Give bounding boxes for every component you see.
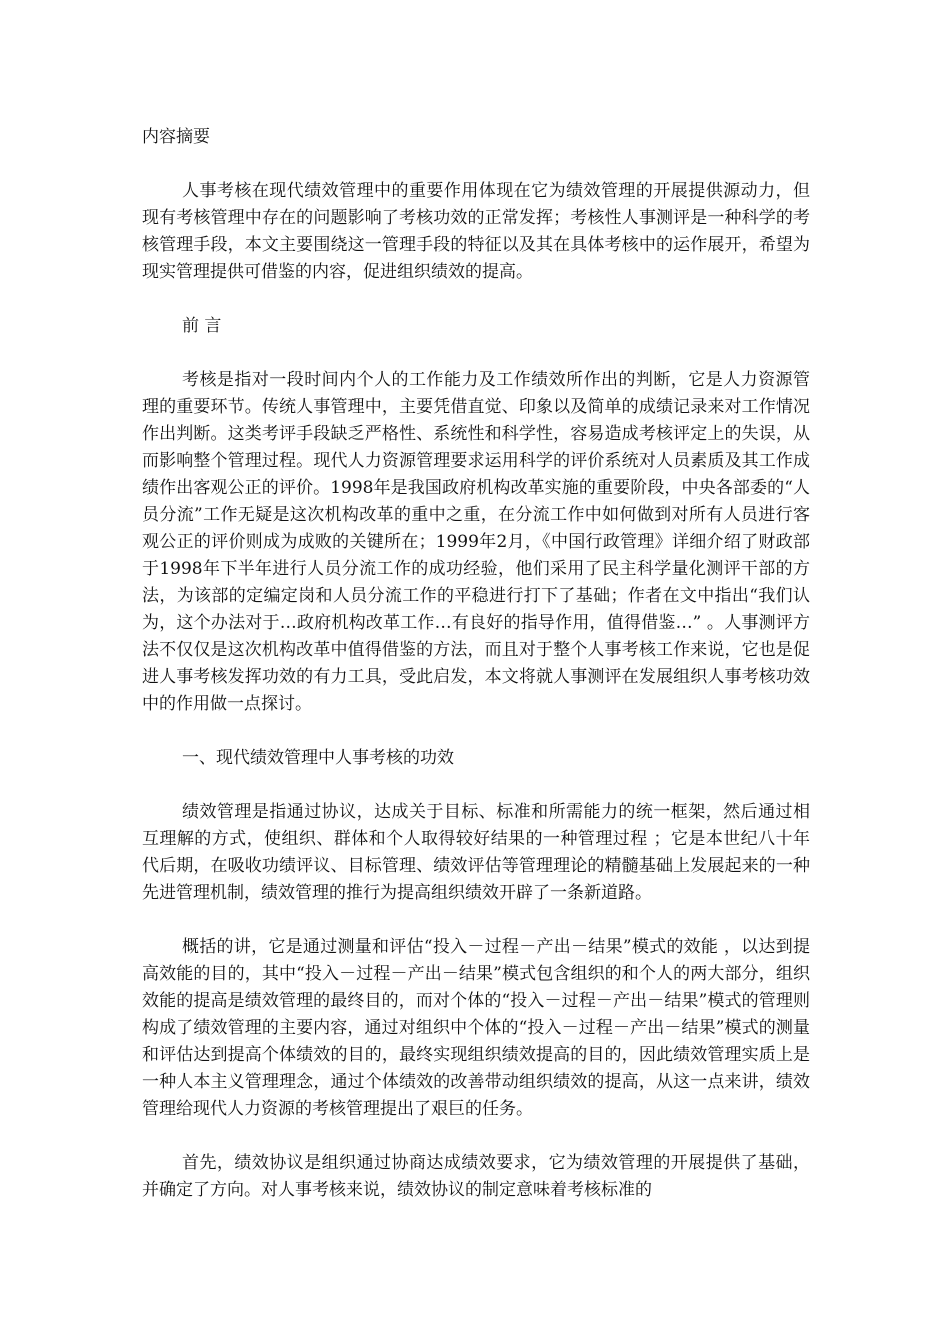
- section-1-paragraph-2: 概括的讲，它是通过测量和评估“投入－过程－产出－结果”模式的效能 ，以达到提高效能的目的，其中“投入－过程－产出－结果”模式包含组织的和个人的两大部分，组织效能的提高是绩效管理的最终目的，而对个体的“投入－过程－产出－结果”模式的管理则构成了绩效管理的主要内容，通过对组织中个体的“投入－过程－产出－结果”模式的测量和评估达到提高个体绩效的目的，最终实现组织绩效提高的目的，因此绩效管理实质上是一种人本主义管理理念，通过个体绩效的改善带动组织绩效的提高，从这一点来讲，绩效管理给现代人力资源的考核管理提出了艰巨的任务。: [142, 937, 810, 1119]
- section-1-paragraph-3: 首先，绩效协议是组织通过协商达成绩效要求，它为绩效管理的开展提供了基础，并确定了方向。对人事考核来说，绩效协议的制定意味着考核标准的: [142, 1153, 810, 1200]
- document-page: [142, 124, 810, 1204]
- abstract-paragraph: 人事考核在现代绩效管理中的重要作用体现在它为绩效管理的开展提供源动力，但现有考核管理中存在的问题影响了考核功效的正常发挥；考核性人事测评是一种科学的考核管理手段，本文主要围绕这一管理手段的特征以及其在具体考核中的运作展开，希望为现实管理提供可借鉴的内容，促进组织绩效的提高。: [142, 181, 810, 282]
- abstract-heading: 内容摘要: [142, 127, 210, 147]
- section-1-heading: 一、现代绩效管理中人事考核的功效: [182, 748, 454, 768]
- section-1-paragraph-1: 绩效管理是指通过协议，达成关于目标、标准和所需能力的统一框架，然后通过相互理解的方式，使组织、群体和个人取得较好结果的一种管理过程 ；它是本世纪八十年代后期，在吸收功绩评议、目标管理、绩效评估等管理理论的精髓基础上发展起来的一种先进管理机制，绩效管理的推行为提高组织绩效开辟了一条新道路。: [142, 802, 810, 903]
- preface-heading: 前 言: [182, 316, 222, 336]
- preface-paragraph: 考核是指对一段时间内个人的工作能力及工作绩效所作出的判断，它是人力资源管理的重要环节。传统人事管理中，主要凭借直觉、印象以及简单的成绩记录来对工作情况作出判断。这类考评手段缺乏严格性、系统性和科学性，容易造成考核评定上的失误，从而影响整个管理过程。现代人力资源管理要求运用科学的评价系统对人员素质及其工作成绩作出客观公正的评价。1998年是我国政府机构改革实施的重要阶段，中央各部委的“人员分流”工作无疑是这次机构改革的重中之重，在分流工作中如何做到对所有人员进行客观公正的评价则成为成败的关键所在；1999年2月，《中国行政管理》详细介绍了财政部于1998年下半年进行人员分流工作的成功经验，他们采用了民主科学量化测评干部的方法，为该部的定编定岗和人员分流工作的平稳进行打下了基础；作者在文中指出“我们认为，这个办法对于…政府机构改革工作…有良好的指导作用，值得借鉴…” 。人事测评方法不仅仅是这次机构改革中值得借鉴的方法，而且对于整个人事考核工作来说，它也是促进人事考核发挥功效的有力工具，受此启发，本文将就人事测评在发展组织人事考核功效中的作用做一点探讨。: [142, 370, 810, 714]
